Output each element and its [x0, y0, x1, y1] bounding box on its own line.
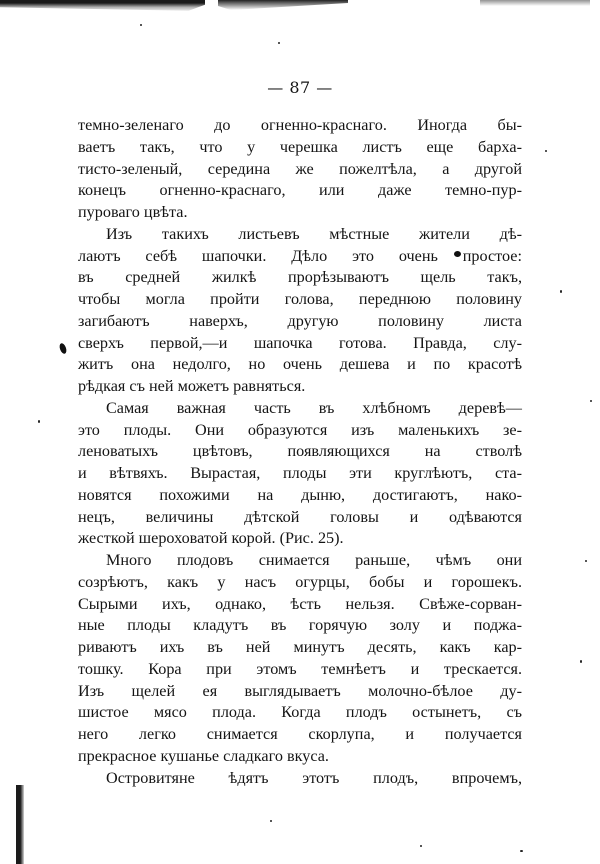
scan-speck [545, 150, 547, 152]
text-line: пуроваго цвѣта. [78, 203, 188, 221]
text-line: Изъ щелей ея выглядываетъ молочно-бѣлое ду- [78, 681, 522, 700]
scan-edge-shadow-top-left [0, 0, 205, 12]
scan-edge-shadow-top-middle [218, 0, 348, 10]
text-line: тисто-зеленый, середина же пожелтѣла, а другой [78, 159, 522, 178]
text-line: загибаютъ наверхъ, другую половину листа [78, 311, 522, 330]
scan-speck [590, 400, 592, 402]
text-line: жесткой шероховатой корой. (Рис. 25). [78, 529, 344, 548]
text-line: шистое мясо плода. Когда плодъ остынетъ, съ [78, 703, 522, 722]
scan-speck [560, 290, 562, 293]
paragraph [78, 768, 522, 790]
text-line: новятся похожими на дыню, достигаютъ, нако- [78, 485, 522, 504]
text-line: прекрасное кушанье сладкаго вкуса. [78, 746, 329, 765]
text-line: Сырыми ихъ, однако, ѣсть нельзя. Свѣже-сорван- [78, 594, 522, 613]
text-line: это плоды. Они образуются изъ маленькихъ зе- [78, 420, 522, 439]
text-line: темно-зеленаго до огненно-краснаго. Иногда бы- [78, 116, 522, 134]
body-text [78, 115, 522, 789]
scan-speck [140, 24, 142, 26]
scan-edge-shadow-top-right [480, 0, 590, 6]
text-line: него легко снимается скорлупа, и получается [78, 725, 522, 743]
text-line: конецъ огненно-краснаго, или даже темно-пур- [78, 181, 522, 200]
scan-speck [520, 850, 523, 852]
text-line: чтобы могла пройти голова, переднюю половину [78, 290, 522, 308]
scan-edge-shadow-bottom-left [16, 785, 24, 864]
paragraph [78, 398, 522, 550]
text-line: риваютъ ихъ въ ней минутъ десять, какъ кар- [78, 638, 522, 656]
scan-speck [580, 660, 582, 663]
text-line: лаютъ себѣ шапочки. Дѣло это очень простое: [78, 246, 522, 265]
paragraph [78, 550, 522, 768]
scan-speck [585, 560, 587, 562]
text-line: сверхъ первой,—и шапочка готова. Правда, слу- [78, 333, 522, 352]
ink-blot-mark [58, 342, 67, 354]
text-line: житъ она недолго, но очень дешева и по красотѣ [78, 355, 522, 374]
text-line: Островитяне ѣдятъ этотъ плодъ, впрочемъ, [106, 768, 522, 787]
scan-speck [420, 845, 422, 847]
text-line: въ средней жилкѣ прорѣзываютъ щель такъ, [78, 268, 522, 287]
text-line: ные плоды кладутъ въ горячую золу и поджа- [78, 616, 522, 635]
paragraph [78, 224, 522, 398]
text-line: нецъ, величины дѣтской головы и одѣваются [78, 507, 522, 526]
paragraph [78, 115, 522, 224]
text-line: созрѣютъ, какъ у насъ огурцы, бобы и горошекъ. [78, 572, 522, 591]
text-line: Самая важная часть въ хлѣбномъ деревѣ— [106, 398, 522, 417]
scan-speck [38, 420, 40, 423]
scan-speck [278, 42, 280, 44]
text-line: рѣдкая съ ней можетъ равняться. [78, 377, 306, 395]
text-line: ваетъ такъ, что у черешка листъ еще барха- [78, 137, 522, 156]
page-number: — 87 — [267, 78, 333, 97]
text-line: и вѣтвяхъ. Вырастая, плоды эти круглѣютъ, ста- [78, 464, 522, 482]
text-line: Изъ такихъ листьевъ мѣстные жители дѣ- [106, 224, 522, 243]
text-line: Много плодовъ снимается раньше, чѣмъ они [106, 551, 522, 569]
scan-speck [270, 820, 272, 822]
text-line: тошку. Кора при этомъ темнѣетъ и трескается. [78, 659, 522, 678]
text-line: леноватыхъ цвѣтовъ, появляющихся на стволѣ [78, 442, 522, 461]
